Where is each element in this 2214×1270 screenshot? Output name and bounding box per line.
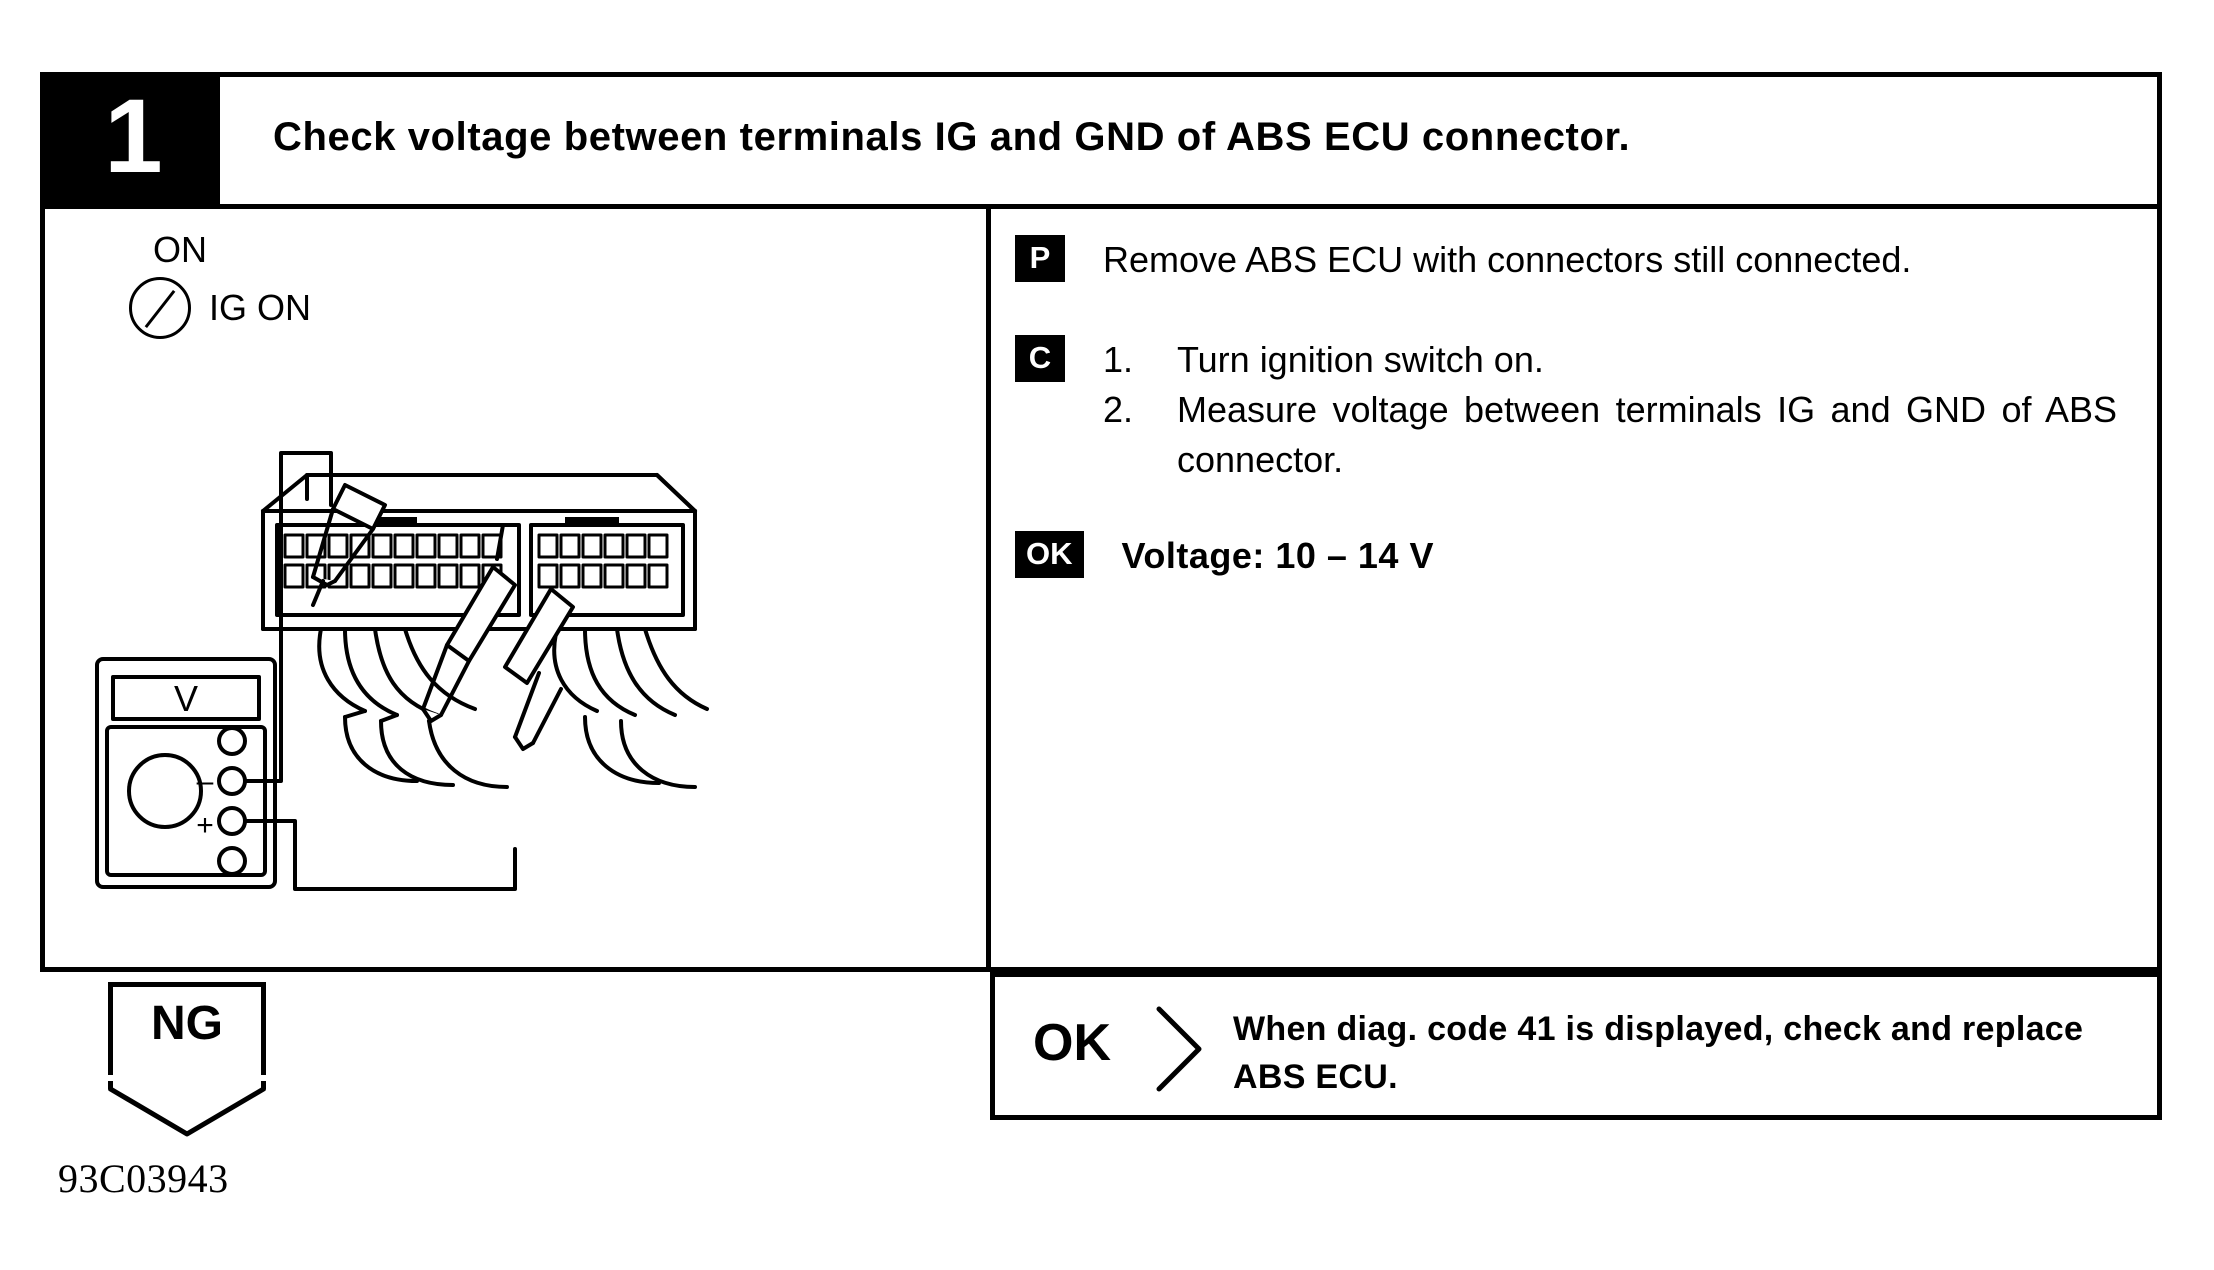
ok-arrow-icon (1153, 1005, 1205, 1093)
check-step-text: Turn ignition switch on. (1177, 339, 1544, 380)
figure-id: 93C03943 (58, 1156, 229, 1201)
ng-label: NG (151, 997, 223, 1050)
ng-arrow-point-icon (108, 1075, 266, 1137)
instruction-check (1015, 335, 2117, 485)
step-header (45, 77, 2157, 209)
wiring-diagram-illustration (45, 329, 986, 929)
check-tag: C (1015, 335, 1065, 382)
instructions-pane (991, 209, 2162, 972)
svg-text:V: V (173, 678, 199, 719)
check-steps (1103, 335, 2117, 485)
ok-spec-tag: OK (1015, 531, 1084, 578)
ok-result-action: When diag. code 41 is displayed, check and replace ABS ECU. (1233, 1010, 2084, 1096)
step-number: 1 (104, 78, 161, 195)
illustration-pane (45, 209, 991, 972)
ok-spec-text: Voltage: 10 – 14 V (1121, 535, 1434, 576)
step-box (40, 72, 2162, 972)
instruction-ok-spec (1015, 531, 1434, 581)
ig-on-label: IG ON (209, 287, 312, 328)
ok-result-label: OK (1033, 1014, 1111, 1072)
prepare-tag: P (1015, 235, 1065, 282)
ok-result-box (990, 972, 2162, 1120)
svg-text:+: + (196, 809, 214, 842)
prepare-text: Remove ABS ECU with connectors still connected. (1103, 239, 1912, 280)
check-step-number: 1. (1103, 339, 1134, 380)
step-title: Check voltage between terminals IG and GND of ABS ECU connector. (273, 115, 1631, 159)
svg-text:–: – (196, 765, 214, 798)
ignition-state-label: ON (153, 229, 207, 270)
instruction-prepare (1015, 235, 1911, 285)
step-number-badge (45, 77, 220, 204)
ng-result-marker (108, 982, 266, 1137)
check-step-text: Measure voltage between terminals IG and GND of ABS connector. (1177, 389, 2117, 480)
check-step-number: 2. (1103, 389, 1134, 430)
